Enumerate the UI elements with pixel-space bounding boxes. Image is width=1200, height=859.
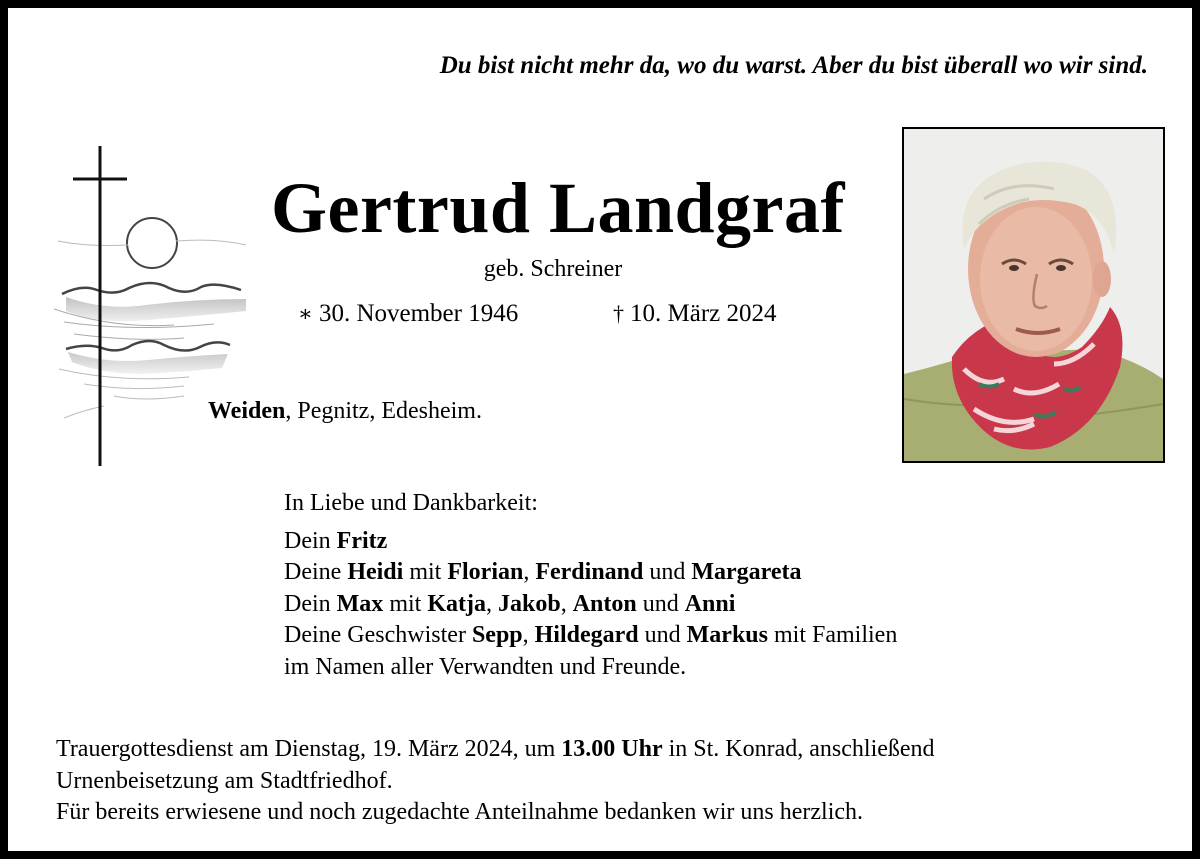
mourner-name: Heidi — [347, 559, 404, 585]
mourner-name: Margareta — [691, 559, 802, 585]
mourner-line-4 — [284, 620, 897, 652]
birth-date: 30. November 1946 — [318, 300, 519, 327]
line-text: mit — [383, 590, 428, 617]
maiden-name: geb. Schreiner — [483, 256, 623, 282]
mourner-line-1 — [284, 526, 897, 558]
death-cross-icon: † — [613, 301, 624, 326]
mourner-name: Markus — [686, 622, 768, 648]
line-text: und — [643, 559, 692, 585]
mourner-name: Fritz — [336, 527, 388, 554]
line-text: Dein — [284, 527, 337, 554]
line-text: Deine Geschwister — [284, 622, 472, 648]
mourner-name: Max — [336, 590, 384, 617]
death-date-line — [613, 300, 777, 328]
service-line-1 — [56, 734, 935, 766]
portrait-image — [904, 129, 1163, 461]
motto: Du bist nicht mehr da, wo du warst. Aber du bist überall wo wir sind. — [439, 52, 1148, 79]
line-text: Dein — [284, 590, 337, 617]
mourner-line-3 — [284, 589, 897, 621]
mourner-name: Sepp — [471, 622, 523, 648]
place-main: Weiden — [208, 398, 286, 424]
mourner-line-2 — [284, 557, 897, 589]
mourners-block — [284, 488, 897, 683]
place-others: , Pegnitz, Edesheim. — [285, 398, 482, 424]
death-date: 10. März 2024 — [630, 300, 777, 327]
line-text: , — [485, 590, 498, 617]
mourners-intro: In Liebe und Dankbarkeit: — [284, 490, 538, 516]
mourner-line-5: im Namen aller Verwandten und Freunde. — [284, 653, 687, 680]
service-info — [56, 734, 935, 829]
line-text: , — [560, 590, 573, 617]
mourner-name: Anton — [572, 590, 637, 617]
line-text: mit Familien — [768, 622, 898, 648]
mourner-name: Katja — [427, 590, 486, 617]
birth-date-line — [298, 300, 518, 328]
line-text: und — [638, 622, 687, 648]
line-text: , — [522, 622, 535, 648]
thanks-line: Für bereits erwiesene und noch zugedachte Anteilnahme bedanken wir uns herzlich. — [56, 799, 864, 825]
mourner-name: Hildegard — [534, 622, 639, 648]
mourner-name: Ferdinand — [535, 559, 644, 585]
places — [208, 398, 482, 425]
line-text: in St. Konrad, anschließend — [662, 736, 935, 762]
line-text: , — [523, 559, 536, 585]
portrait-photo — [902, 127, 1165, 463]
line-text: Deine — [284, 559, 348, 585]
mourner-name: Jakob — [497, 590, 561, 617]
mourner-name: Anni — [684, 590, 736, 617]
service-line-2: Urnenbeisetzung am Stadtfriedhof. — [56, 767, 393, 794]
line-text: und — [636, 590, 685, 617]
line-text: mit — [403, 559, 448, 585]
deceased-name: Gertrud Landgraf — [271, 168, 845, 248]
service-time: 13.00 Uhr — [561, 736, 663, 762]
line-text: Trauergottesdienst am Dienstag, 19. März 2024, um — [56, 736, 562, 762]
mourner-name: Florian — [447, 559, 524, 585]
birth-star-icon: ∗ — [298, 301, 313, 326]
